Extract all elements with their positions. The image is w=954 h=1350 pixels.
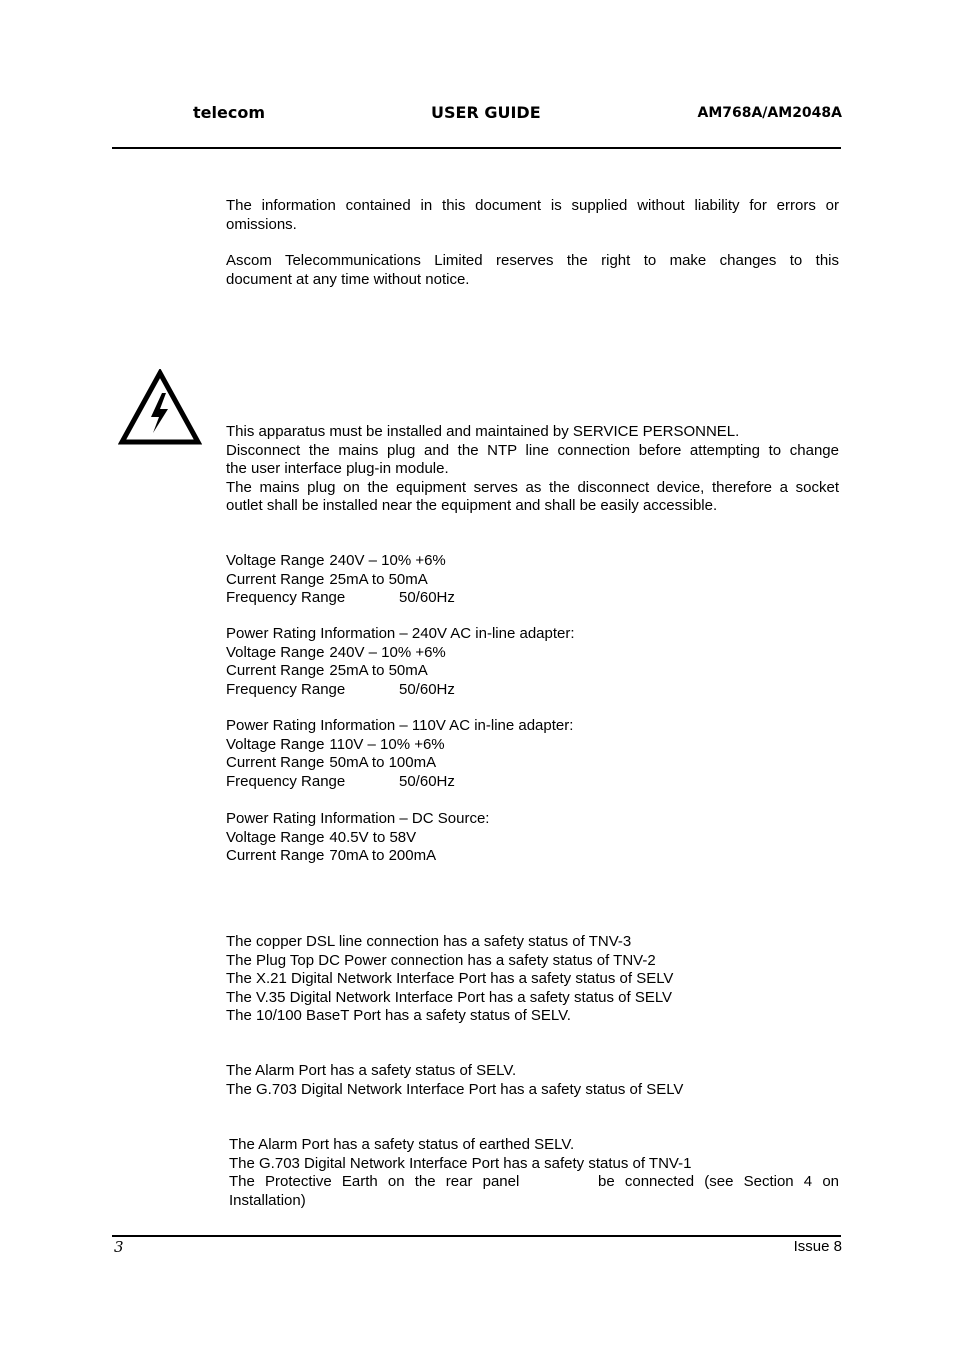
power-mains-block (226, 552, 839, 608)
voltage-label: Voltage Range (226, 552, 325, 569)
safety-status-tnv-variant (229, 1136, 839, 1210)
warning-paragraph (226, 423, 839, 516)
frequency-value: 50/60Hz (399, 772, 455, 790)
section-title: Power Rating Information – 110V AC in-line adapter: (226, 717, 574, 734)
header-model: AM768A/AM2048A (697, 105, 842, 121)
list-item: The G.703 Digital Network Interface Port has a safety status of TNV-1 (229, 1154, 692, 1172)
current-label: Current Range (226, 662, 325, 679)
voltage-value: 240V – 10% +6% (329, 643, 446, 661)
electrical-hazard-icon (118, 369, 202, 445)
frequency-value: 50/60Hz (399, 589, 455, 606)
list-item: The 10/100 BaseT Port has a safety status of SELV. (226, 1007, 571, 1024)
power-110v-adapter-block (226, 717, 839, 791)
current-value: 50mA to 100mA (329, 754, 437, 771)
current-label: Current Range (226, 847, 325, 864)
text-line: outlet shall be installed near the equipment and shall be easily accessible. (226, 497, 718, 514)
text-fragment: The Protective Earth on the rear panel (229, 1173, 520, 1190)
text-line: This apparatus must be installed and maintained by SERVICE PERSONNEL. (226, 423, 740, 440)
voltage-value: 110V – 10% +6% (329, 735, 445, 753)
voltage-label: Voltage Range (226, 735, 325, 753)
issue-number: Issue 8 (793, 1238, 842, 1255)
current-value: 25mA to 50mA (329, 570, 428, 588)
text-line: Disconnect the mains plug and the NTP line connection before attempting to change (226, 441, 839, 459)
safety-status-general (226, 933, 839, 1026)
current-value: 25mA to 50mA (329, 662, 428, 679)
frequency-value: 50/60Hz (399, 680, 455, 698)
voltage-value: 40.5V to 58V (329, 828, 417, 846)
header-rule (112, 147, 841, 149)
list-item: The V.35 Digital Network Interface Port has a safety status of SELV (226, 988, 673, 1006)
list-item: Installation) (229, 1191, 306, 1209)
list-item: The Plug Top DC Power connection has a safety status of TNV-2 (226, 951, 656, 969)
text-line: the user interface plug-in module. (226, 460, 449, 477)
list-item: The X.21 Digital Network Interface Port has a safety status of SELV (226, 970, 674, 987)
frequency-label: Frequency Range (226, 589, 346, 606)
power-dc-source-block (226, 810, 839, 866)
list-item: The copper DSL line connection has a safety status of TNV-3 (226, 933, 632, 950)
text-line: The mains plug on the equipment serves as the disconnect device, therefore a socket (226, 478, 839, 496)
current-label: Current Range (226, 754, 325, 771)
power-240v-adapter-block (226, 625, 839, 699)
section-title: Power Rating Information – DC Source: (226, 810, 490, 827)
current-label: Current Range (226, 570, 325, 588)
list-item: The Alarm Port has a safety status of earthed SELV. (229, 1136, 575, 1153)
header-title: USER GUIDE (431, 103, 541, 122)
safety-status-selv-variant (226, 1062, 839, 1099)
list-item: The Alarm Port has a safety status of SELV. (226, 1062, 517, 1079)
current-value: 70mA to 200mA (329, 847, 437, 864)
voltage-label: Voltage Range (226, 643, 325, 661)
text-fragment: be connected (see Section 4 on (598, 1173, 839, 1190)
frequency-label: Frequency Range (226, 680, 346, 698)
footer-rule (112, 1235, 841, 1237)
text-line: Ascom Telecommunications Limited reserves the right to make changes to this (226, 252, 839, 269)
list-item: The G.703 Digital Network Interface Port has a safety status of SELV (226, 1080, 684, 1098)
text-line: The information contained in this document is supplied without liability for errors or (226, 197, 839, 214)
text-line: omissions. (226, 215, 297, 233)
voltage-value: 240V – 10% +6% (329, 552, 446, 569)
voltage-label: Voltage Range (226, 828, 325, 846)
text-line: document at any time without notice. (226, 270, 470, 288)
disclaimer-paragraph-2 (226, 252, 839, 289)
page-number: 3 (114, 1238, 124, 1256)
frequency-label: Frequency Range (226, 772, 346, 790)
section-title: Power Rating Information – 240V AC in-line adapter: (226, 625, 575, 642)
disclaimer-paragraph-1 (226, 197, 839, 234)
header-company: telecom (193, 103, 265, 122)
